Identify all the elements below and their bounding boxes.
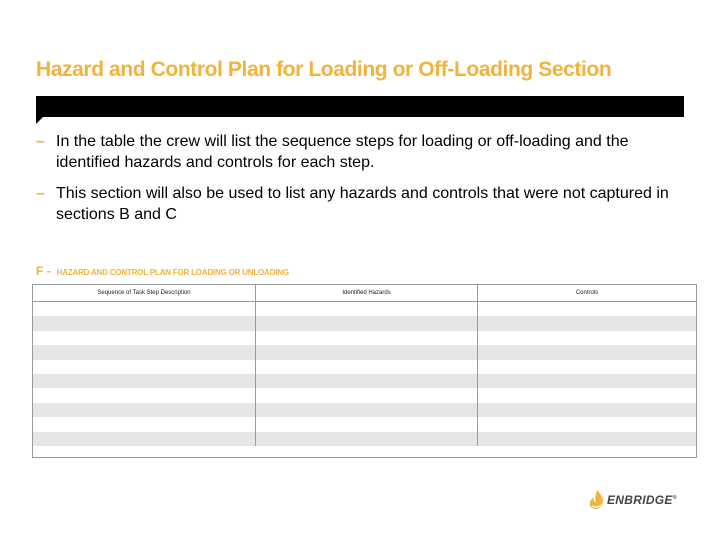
- hazards-cell: [255, 403, 477, 417]
- slide-title: Hazard and Control Plan for Loading or Off-Loading Section: [36, 58, 612, 81]
- bullet-list: [36, 131, 686, 235]
- table-row: [33, 360, 696, 374]
- form-section-title: HAZARD AND CONTROL PLAN FOR LOADING OR UNLOADING: [56, 268, 289, 277]
- table-row: [33, 388, 696, 402]
- enbridge-logo: [588, 488, 677, 512]
- table-row: [33, 374, 696, 388]
- column-header-controls: Controls: [477, 285, 696, 301]
- table-row: [33, 316, 696, 330]
- controls-cell: [477, 388, 696, 402]
- table-row: [33, 331, 696, 345]
- table-row: [33, 345, 696, 359]
- hazards-cell: [255, 432, 477, 446]
- hazards-cell: [255, 360, 477, 374]
- bullet-item: [36, 131, 686, 173]
- bullet-item: [36, 183, 686, 225]
- controls-cell: [477, 432, 696, 446]
- sequence-cell: [33, 345, 255, 359]
- logo-name: ENBRIDGE: [607, 493, 673, 507]
- hazards-cell: [255, 388, 477, 402]
- sequence-cell: [33, 403, 255, 417]
- controls-cell: [477, 331, 696, 345]
- sequence-cell: [33, 360, 255, 374]
- table-row: [33, 417, 696, 431]
- title-divider-notch: [36, 117, 43, 124]
- table-body: [33, 302, 696, 446]
- controls-cell: [477, 360, 696, 374]
- bullet-dash: –: [36, 133, 45, 150]
- sequence-cell: [33, 417, 255, 431]
- bullet-text: In the table the crew will list the sequence steps for loading or off-loading and the identified hazards and controls for each step.: [56, 133, 629, 171]
- table-row: [33, 432, 696, 446]
- logo-registered-mark: ®: [672, 495, 677, 501]
- controls-cell: [477, 316, 696, 330]
- sequence-cell: [33, 331, 255, 345]
- table-header: [33, 285, 696, 302]
- sequence-cell: [33, 374, 255, 388]
- hazards-cell: [255, 331, 477, 345]
- hazards-cell: [255, 302, 477, 316]
- controls-cell: [477, 417, 696, 431]
- hazard-control-table: [32, 284, 697, 458]
- sequence-cell: [33, 432, 255, 446]
- sequence-cell: [33, 388, 255, 402]
- logo-wordmark: [607, 493, 677, 507]
- sequence-cell: [33, 302, 255, 316]
- controls-cell: [477, 403, 696, 417]
- controls-cell: [477, 345, 696, 359]
- title-divider-bar: [36, 96, 684, 117]
- table-row: [33, 302, 696, 316]
- table-row: [33, 403, 696, 417]
- hazards-cell: [255, 374, 477, 388]
- hazards-cell: [255, 417, 477, 431]
- controls-cell: [477, 374, 696, 388]
- bullet-dash: –: [36, 185, 45, 202]
- column-header-sequence: Sequence of Task Step Description: [97, 290, 191, 296]
- sequence-cell: [33, 316, 255, 330]
- form-section-heading: [36, 264, 289, 278]
- bullet-text: This section will also be used to list any hazards and controls that were not captured in sections B and C: [56, 185, 669, 223]
- form-section-letter: F -: [36, 264, 51, 278]
- column-header-hazards: Identified Hazards: [255, 285, 477, 301]
- controls-cell: [477, 302, 696, 316]
- hazards-cell: [255, 316, 477, 330]
- enbridge-flame-icon: [588, 488, 606, 512]
- hazards-cell: [255, 345, 477, 359]
